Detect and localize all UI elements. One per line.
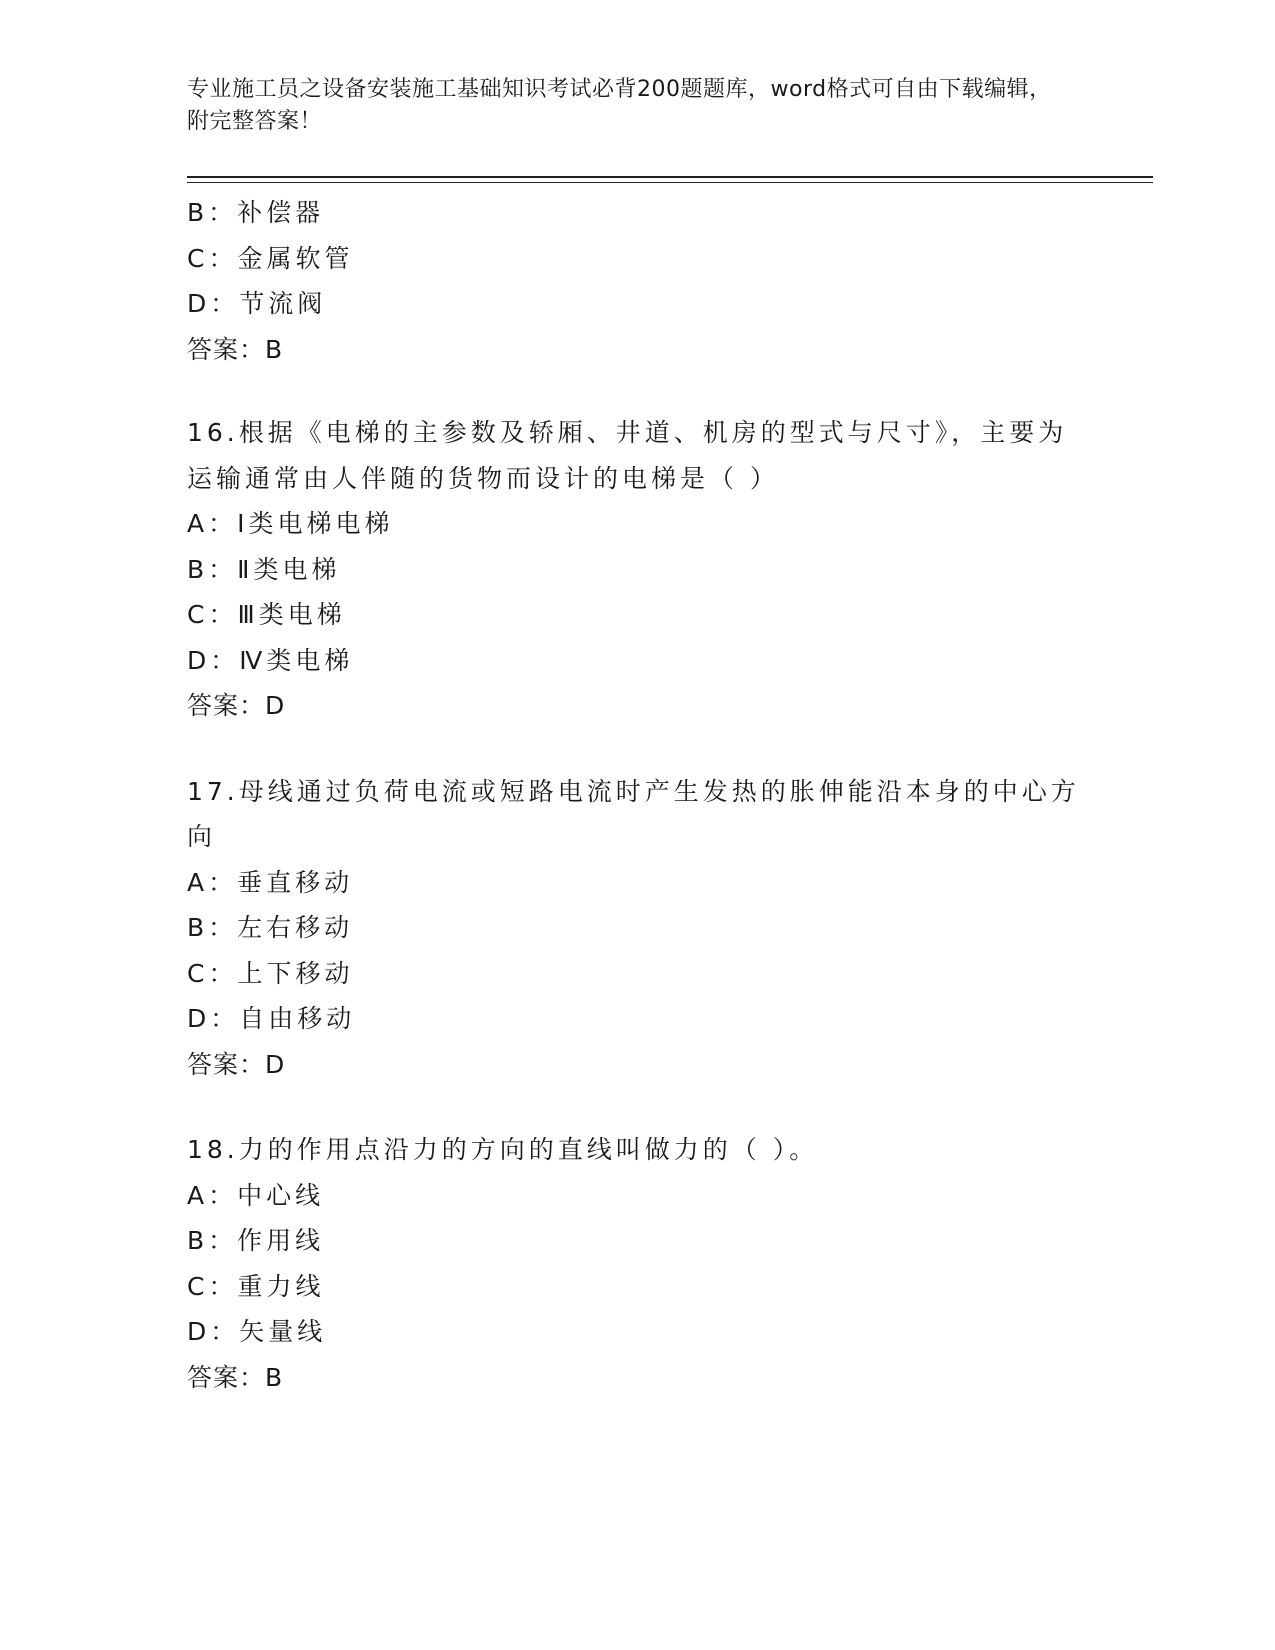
question-list (187, 190, 1087, 1400)
question-text (187, 1127, 1087, 1173)
option-d: D：节流阀 (187, 289, 327, 318)
question-number: 17. (187, 776, 239, 806)
question-text (187, 410, 1087, 456)
question-15-partial (187, 190, 1087, 372)
header-divider-thick (187, 176, 1153, 178)
question-18 (187, 1127, 1087, 1400)
question-16 (187, 410, 1087, 729)
option-d: D：Ⅳ类电梯 (187, 645, 354, 675)
question-number: 16. (187, 418, 239, 447)
question-text (187, 769, 1087, 815)
question-text-line1: 母线通过负荷电流或短路电流时产生发热的胀伸能沿本身的中心方 (238, 776, 1080, 806)
header-title: 专业施工员之设备安装施工基础知识考试必背200题题库，word格式可自由下载编辑，附完整答案！ (187, 77, 1052, 134)
answer-line: 答案：D (187, 691, 286, 720)
option-b: B：左右移动 (187, 913, 354, 942)
option-b: B：作用线 (187, 1226, 325, 1255)
question-number: 18. (187, 1135, 239, 1164)
option-d: D：自由移动 (187, 1004, 356, 1033)
option-c: C：上下移动 (187, 958, 354, 988)
option-b: B：补偿器 (187, 198, 325, 227)
option-c: C：Ⅲ类电梯 (187, 600, 346, 629)
answer-line: 答案：D (187, 1049, 286, 1079)
option-c: C：金属软管 (187, 243, 354, 273)
answer-line: 答案：B (187, 1362, 284, 1392)
document-header (187, 74, 1067, 138)
question-text-line1: 力的作用点沿力的方向的直线叫做力的（ ）。 (238, 1135, 819, 1164)
header-divider-thin (187, 182, 1153, 183)
option-a: A：Ⅰ类电梯电梯 (187, 509, 394, 538)
option-d: D：矢量线 (187, 1317, 327, 1346)
answer-line: 答案：B (187, 334, 284, 364)
option-a: A：中心线 (187, 1180, 325, 1210)
question-text-line1: 根据《电梯的主参数及轿厢、井道、机房的型式与尺寸》，主要为 (238, 418, 1068, 447)
question-text-line2: 运输通常由人伴随的货物而设计的电梯是（ ） (187, 463, 779, 493)
question-17 (187, 769, 1087, 1088)
option-b: B：Ⅱ类电梯 (187, 554, 341, 584)
option-a: A：垂直移动 (187, 867, 354, 897)
question-text-line2: 向 (187, 822, 217, 851)
option-c: C：重力线 (187, 1271, 325, 1301)
